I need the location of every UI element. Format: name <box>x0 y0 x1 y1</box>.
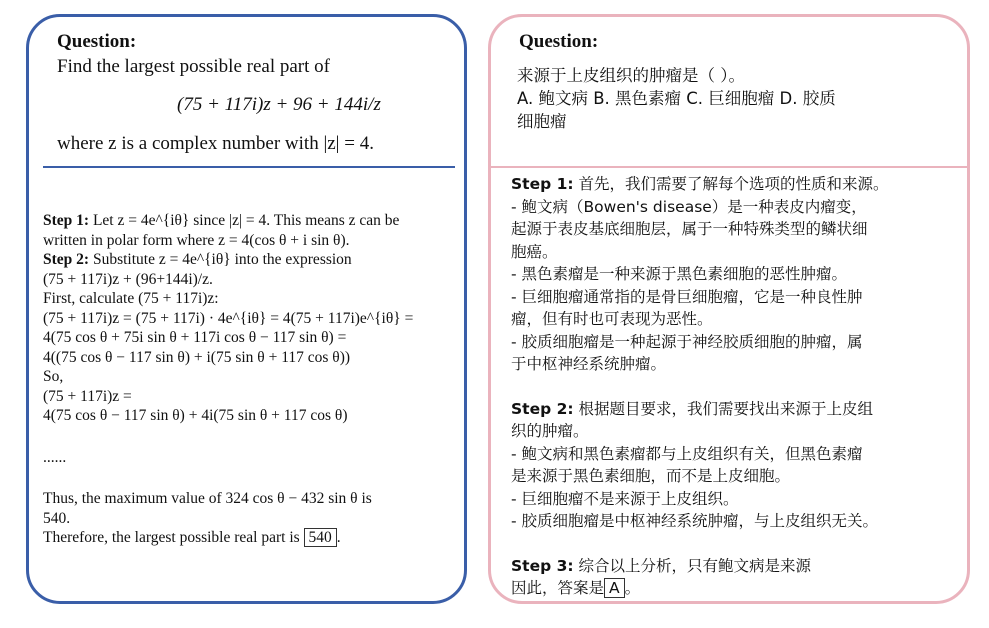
chinese-medical-panel <box>488 14 970 604</box>
step-label: Step 2: <box>511 399 574 418</box>
solution-line <box>511 218 889 241</box>
question-text: Find the largest possible real part of <box>57 56 330 77</box>
solution-line <box>43 289 413 309</box>
line-text: (75 + 117i)z + (96+144i)/z. <box>43 270 213 288</box>
solution-line <box>43 406 413 426</box>
step-label: Step 1: <box>511 175 574 193</box>
line-text: 4(75 cos θ − 117 sin θ) + 4i(75 sin θ + 117 cos θ) <box>43 407 348 424</box>
line-text: 是来源于黑色素细胞，而不是上皮细胞。 <box>511 467 791 485</box>
solution-line <box>43 231 413 251</box>
question-line: 细胞瘤 <box>517 112 567 131</box>
question-line: 来源于上皮组织的肿瘤是（ ）。 <box>517 66 745 85</box>
line-text: 根据题目要求，我们需要找出来源于上皮组 <box>573 399 873 418</box>
final-answer-line <box>511 577 889 600</box>
line-text: - 黑色素瘤是一种来源于黑色素细胞的恶性肿瘤。 <box>511 265 848 283</box>
question-label: Question: <box>519 31 599 52</box>
line-text: 首先，我们需要了解每个选项的性质和来源。 <box>573 175 889 193</box>
solution-line <box>511 331 889 354</box>
step-label: Step 2: <box>43 251 90 268</box>
line-text: Therefore, the largest possible real part is <box>43 529 304 546</box>
solution-line <box>511 420 889 443</box>
line-text: 起源于表皮基底细胞层，属于一种特殊类型的鳞状细 <box>511 220 868 238</box>
line-text: ...... <box>43 448 67 466</box>
question-divider <box>491 166 967 168</box>
line-text: - 胶质细胞瘤是中枢神经系统肿瘤，与上皮组织无关。 <box>511 512 879 530</box>
line-text: (75 + 117i)z = <box>43 387 132 405</box>
spacer <box>511 376 889 398</box>
solution-line <box>511 353 889 376</box>
solution-line <box>43 509 413 529</box>
solution-line <box>511 465 889 488</box>
step-line <box>511 555 889 578</box>
line-text: 胞癌。 <box>511 242 558 261</box>
solution-line <box>511 488 889 511</box>
question-text <box>517 64 836 133</box>
spacer <box>43 426 413 448</box>
line-suffix: 。 <box>624 579 641 597</box>
line-suffix: . <box>336 529 341 546</box>
question-divider <box>43 166 455 168</box>
line-text: Let z = 4e^{iθ} since |z| = 4. This means z can be <box>89 212 400 229</box>
solution-line <box>511 510 889 533</box>
line-text: 瘤，但有时也可表现为恶性。 <box>511 310 713 328</box>
solution-line <box>43 489 413 509</box>
line-text: 于中枢神经系统肿瘤。 <box>511 355 667 373</box>
step-line <box>43 211 413 231</box>
question-label: Question: <box>57 31 137 52</box>
line-text: - 巨细胞瘤通常指的是骨巨细胞瘤，它是一种良性肿 <box>511 287 863 306</box>
solution-line <box>43 367 413 387</box>
step-label: Step 3: <box>511 556 574 575</box>
answer-box: 540 <box>304 528 337 547</box>
line-text: - 鲍文病（Bowen's disease）是一种表皮内瘤变， <box>511 197 867 216</box>
line-text: 综合以上分析，只有鲍文病是来源 <box>573 556 811 575</box>
solution-line <box>511 286 889 309</box>
question-line: A. 鲍文病 B. 黑色素瘤 C. 巨细胞瘤 D. 胶质 <box>517 89 836 108</box>
solution-line <box>43 309 413 329</box>
question-condition: where z is a complex number with |z| = 4. <box>57 133 374 154</box>
line-text: First, calculate (75 + 117i)z: <box>43 290 219 307</box>
answer-box: A <box>604 578 625 598</box>
solution-line <box>43 270 413 290</box>
solution-line <box>43 328 413 348</box>
line-text: written in polar form where z = 4(cos θ + i sin θ). <box>43 231 350 249</box>
solution-line <box>511 263 889 286</box>
step-line <box>43 250 413 270</box>
line-text: So, <box>43 368 64 385</box>
step-line <box>511 173 889 196</box>
solution-steps <box>511 173 889 600</box>
line-text: Thus, the maximum value of 324 cos θ − 432 sin θ is <box>43 490 372 507</box>
line-text: - 巨细胞瘤不是来源于上皮组织。 <box>511 489 739 508</box>
line-text: - 胶质细胞瘤是一种起源于神经胶质细胞的肿瘤，属 <box>511 332 863 351</box>
line-text: 因此，答案是 <box>511 579 605 597</box>
question-formula: (75 + 117i)z + 96 + 144i/z <box>177 94 381 115</box>
spacer <box>511 533 889 555</box>
solution-line <box>43 387 413 407</box>
step-line <box>511 398 889 421</box>
line-text: - 鲍文病和黑色素瘤都与上皮组织有关，但黑色素瘤 <box>511 444 863 463</box>
solution-line <box>43 348 413 368</box>
solution-line <box>511 443 889 466</box>
solution-steps <box>43 211 413 548</box>
solution-line <box>511 308 889 331</box>
solution-line <box>43 448 413 468</box>
solution-line <box>511 241 889 264</box>
solution-line <box>511 196 889 219</box>
step-label: Step 1: <box>43 212 90 229</box>
english-math-panel <box>26 14 467 604</box>
line-text: 4((75 cos θ − 117 sin θ) + i(75 sin θ + 117 cos θ)) <box>43 348 351 366</box>
final-answer-line <box>43 528 413 548</box>
line-text: 540. <box>43 509 71 527</box>
line-text: 4(75 cos θ + 75i sin θ + 117i cos θ − 117 sin θ) = <box>43 329 347 346</box>
line-text: 织的肿瘤。 <box>511 422 589 440</box>
line-text: Substitute z = 4e^{iθ} into the expression <box>89 251 352 268</box>
spacer <box>43 467 413 489</box>
line-text: (75 + 117i)z = (75 + 117i) · 4e^{iθ} = 4(75 + 117i)e^{iθ} = <box>43 309 414 327</box>
